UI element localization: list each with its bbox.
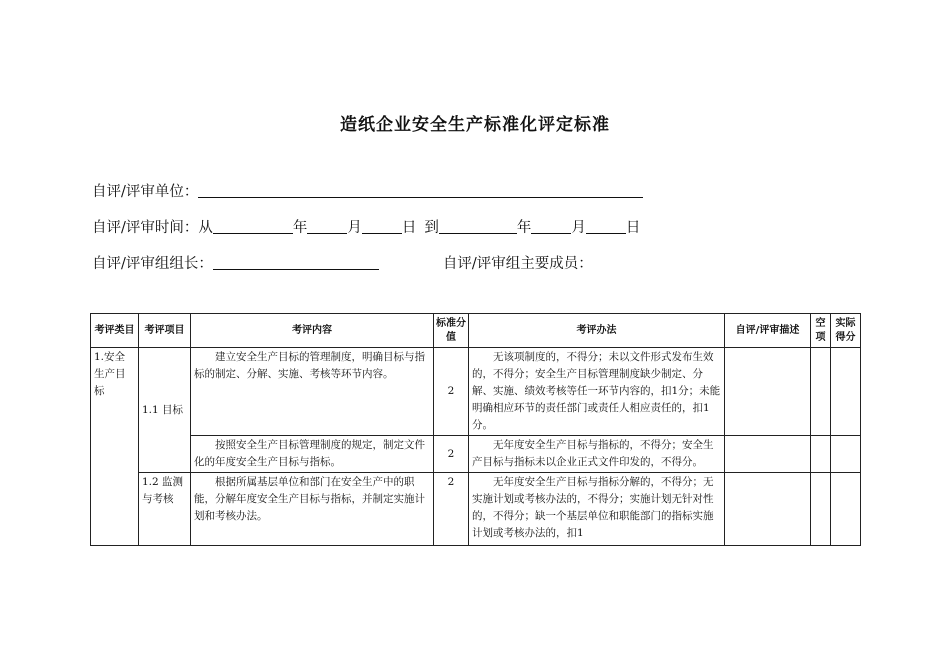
document-title: 造纸企业安全生产标准化评定标准 — [340, 115, 610, 135]
desc-cell[interactable] — [725, 348, 811, 436]
from-month-label: 月 — [347, 220, 362, 236]
empty-cell[interactable] — [811, 473, 831, 546]
header-empty: 空项 — [811, 314, 831, 348]
time-field-line — [92, 217, 640, 238]
from-day-label: 日 — [401, 220, 417, 236]
actual-score-cell[interactable] — [831, 348, 861, 436]
content-cell: 按照安全生产目标管理制度的规定，制定文件化的年度安全生产目标与指标。 — [191, 436, 434, 473]
evaluation-table — [90, 313, 861, 546]
header-category: 考评类目 — [91, 314, 139, 348]
desc-cell[interactable] — [725, 436, 811, 473]
header-method: 考评办法 — [469, 314, 725, 348]
table-row — [91, 436, 861, 473]
category-cell: 1.安全生产目标 — [91, 348, 139, 546]
header-score: 标准分值 — [434, 314, 469, 348]
method-cell: 无年度安全生产目标与指标的，不得分；安全生产目标与指标未以企业正式文件印发的，不得分。 — [469, 436, 725, 473]
item-cell-1-1: 1.1 目标 — [139, 348, 191, 473]
actual-score-cell[interactable] — [831, 436, 861, 473]
leader-blank[interactable] — [213, 253, 379, 270]
content-cell: 根据所属基层单位和部门在安全生产中的职能，分解年度安全生产目标与指标，并制定实施计划和考核办法。 — [191, 473, 434, 546]
table-header-row — [91, 314, 861, 348]
method-cell: 无年度安全生产目标与指标分解的，不得分；无实施计划或考核办法的，不得分；实施计划无针对性的，不得分；缺一个基层单位和职能部门的指标实施计划或考核办法的，扣1 — [469, 473, 725, 546]
score-cell: 2 — [434, 348, 469, 436]
to-month-blank[interactable] — [531, 217, 571, 234]
empty-cell[interactable] — [811, 348, 831, 436]
time-label: 自评/评审时间：从 — [92, 220, 213, 236]
to-month-label: 月 — [571, 220, 586, 236]
to-label: 到 — [424, 220, 439, 236]
table-row — [91, 473, 861, 546]
header-desc: 自评/评审描述 — [725, 314, 811, 348]
unit-blank[interactable] — [198, 181, 643, 198]
to-year-label: 年 — [516, 220, 532, 236]
actual-score-cell[interactable] — [831, 473, 861, 546]
content-cell: 建立安全生产目标的管理制度，明确目标与指标的制定、分解、实施、考核等环节内容。 — [191, 348, 434, 436]
header-item: 考评项目 — [139, 314, 191, 348]
item-cell-1-2: 1.2 监测与考核 — [139, 473, 191, 546]
leader-field-line — [92, 253, 593, 274]
method-cell: 无该项制度的，不得分；未以文件形式发布生效的，不得分；安全生产目标管理制度缺少制定、分解、实施、绩效考核等任一环节内容的，扣1分；未能明确相应环节的责任部门或责任人相应责任的，扣1分。 — [469, 348, 725, 436]
to-day-label: 日 — [625, 220, 641, 236]
empty-cell[interactable] — [811, 436, 831, 473]
desc-cell[interactable] — [725, 473, 811, 546]
unit-field-line — [92, 181, 643, 202]
from-year-label: 年 — [292, 220, 308, 236]
unit-label: 自评/评审单位： — [92, 184, 199, 200]
score-cell: 2 — [434, 436, 469, 473]
members-label: 自评/评审组主要成员： — [442, 256, 593, 272]
from-day-blank[interactable] — [362, 217, 402, 234]
to-day-blank[interactable] — [586, 217, 626, 234]
header-actual: 实际得分 — [831, 314, 861, 348]
score-cell: 2 — [434, 473, 469, 546]
from-month-blank[interactable] — [307, 217, 347, 234]
table-row — [91, 348, 861, 436]
leader-label: 自评/评审组组长： — [92, 256, 213, 272]
header-content: 考评内容 — [191, 314, 434, 348]
to-year-blank[interactable] — [439, 217, 517, 234]
from-year-blank[interactable] — [213, 217, 293, 234]
